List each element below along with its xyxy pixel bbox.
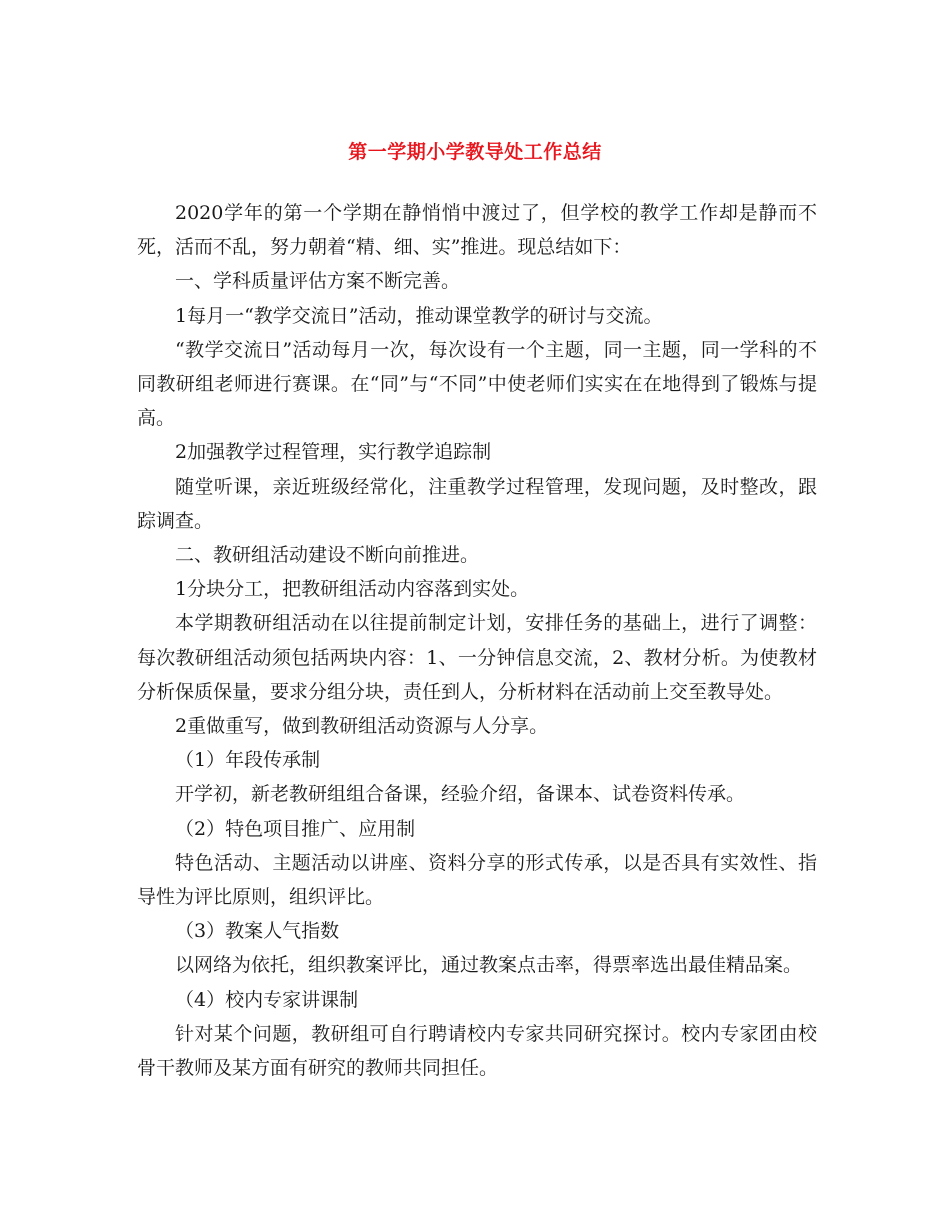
paragraph-item-2: 特色活动、主题活动以讲座、资料分享的形式传承，以是否具有实效性、指导性为评比原则，组织评比。: [137, 851, 817, 909]
item-heading-3: （3）教案人气指数: [175, 920, 340, 943]
paragraph-item-4: 针对某个问题，教研组可自行聘请校内专家共同研究探讨。校内专家团由校骨干教师及某方面有研究的教师共同担任。: [137, 1022, 817, 1080]
item-heading-4: （4）校内专家讲课制: [175, 988, 359, 1011]
paragraph-class-visits: 随堂听课，亲近班级经常化，注重教学过程管理，发现问题，及时整改，跟踪调查。: [137, 475, 817, 532]
subheading-1-2: 2加强教学过程管理，实行教学追踪制: [175, 441, 492, 464]
item-heading-1: （1）年段传承制: [175, 749, 321, 772]
paragraph-item-1: 开学初，新老教研组组合备课，经验介绍，备课本、试卷资料传承。: [175, 783, 746, 806]
section-heading-1: 一、学科质量评估方案不断完善。: [175, 270, 461, 293]
subheading-2-1: 1分块分工，把教研组活动内容落到实处。: [175, 578, 530, 601]
subheading-1-1: 1每月一“教学交流日”活动，推动课堂教学的研讨与交流。: [175, 304, 663, 327]
section-heading-2: 二、教研组活动建设不断向前推进。: [175, 544, 480, 567]
paragraph-item-3: 以网络为依托，组织教案评比，通过教案点击率，得票率选出最佳精品案。: [175, 954, 803, 977]
item-heading-2: （2）特色项目推广、应用制: [175, 817, 416, 840]
document-body: [137, 196, 817, 1085]
paragraph-intro: 2020学年的第一个学期在静悄悄中渡过了，但学校的教学工作却是静而不死，活而不乱，努力朝着“精、细、实”推进。现总结如下：: [137, 202, 817, 259]
paragraph-exchange-day: “教学交流日”活动每月一次，每次设有一个主题，同一主题，同一学科的不同教研组老师进行赛课。在“同”与“不同”中使老师们实实在在地得到了锻炼与提高。: [137, 338, 817, 430]
subheading-2-2: 2重做重写，做到教研组活动资源与人分享。: [175, 715, 549, 738]
document-title: 第一学期小学教导处工作总结: [348, 140, 602, 163]
paragraph-research-plan: 本学期教研组活动在以往提前制定计划，安排任务的基础上，进行了调整：每次教研组活动须包括两块内容：1、一分钟信息交流，2、教材分析。为使教材分析保质保量，要求分组分块，责任到人，分析材料在活动前上交至教导处。: [137, 612, 817, 703]
